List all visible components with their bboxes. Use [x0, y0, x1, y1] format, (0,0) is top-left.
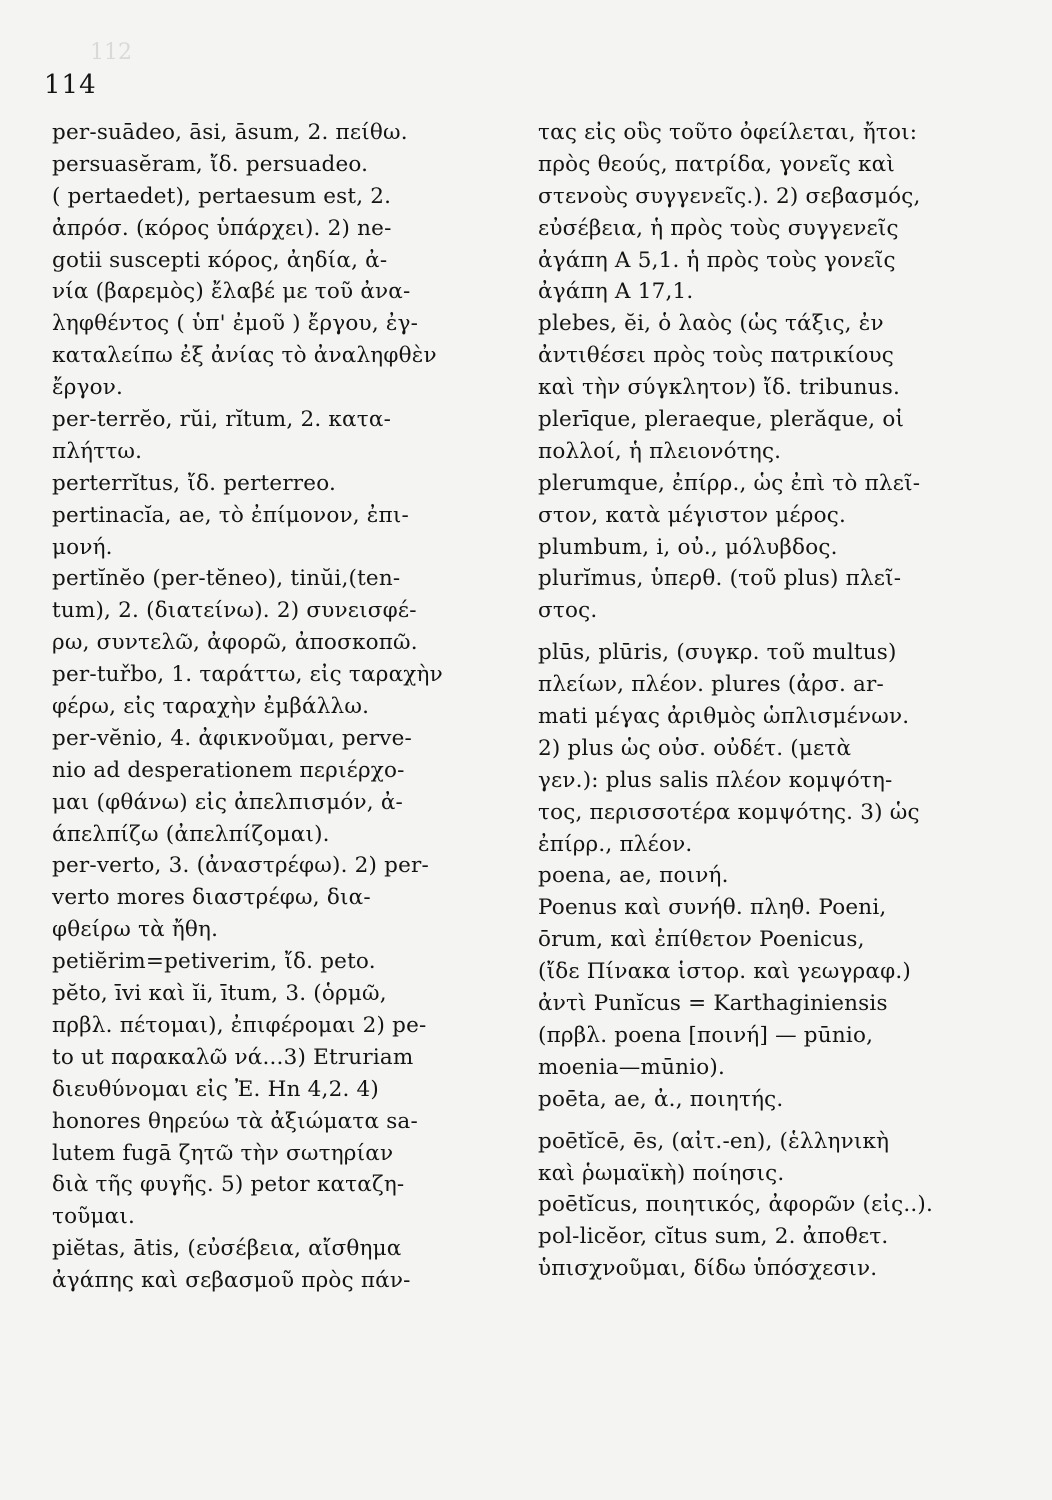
- text-line: poena, ae, ποινή.: [538, 863, 729, 889]
- text-line: pertinacĭa, ae, τὸ ἐπίμονον, ἐπι-: [52, 502, 409, 528]
- text-line: διευθύνομαι εἰς Ἐ. Hn 4,2. 4): [52, 1076, 379, 1102]
- text-line: στος.: [538, 598, 598, 624]
- text-line: πολλοί, ἡ πλειονότης.: [538, 438, 782, 464]
- text-line: piĕtas, ātis, (εὐσέβεια, αἴσθημα: [52, 1236, 402, 1262]
- text-line: persuasĕram, ἴδ. persuadeo.: [52, 151, 369, 177]
- text-line: ὑπισχνοῦμαι, δίδω ὑπόσχεσιν.: [538, 1256, 878, 1282]
- text-line: lutem fugā ζητῶ τὴν σωτηρίαν: [52, 1140, 394, 1166]
- text-line: petiĕrim=petiverim, ἴδ. peto.: [52, 949, 376, 975]
- text-line: ἀπρόσ. (κόρος ὑπάρχει). 2) ne-: [52, 215, 392, 241]
- text-line: nio ad desperationem περιέρχο-: [52, 757, 405, 783]
- right-column: [538, 117, 978, 1285]
- text-line: άπελπίζω (ἀπελπίζομαι).: [52, 821, 330, 847]
- text-line: poēta, ae, ἀ., ποιητής.: [538, 1086, 784, 1112]
- text-line: διὰ τῆς φυγῆς. 5) petor καταζη-: [52, 1172, 405, 1198]
- text-line: plerumque, ἐπίρρ., ὡς ἐπὶ τὸ πλεῖ-: [538, 470, 921, 496]
- text-line: πλείων, πλέον. plures (ἀρσ. ar-: [538, 672, 884, 698]
- text-line: ἀγάπη A 5,1. ἡ πρὸς τοὺς γονεῖς: [538, 247, 896, 273]
- text-line: στενοὺς συγγενεῖς.). 2) σεβασμός,: [538, 183, 921, 209]
- text-line: τοῦμαι.: [52, 1204, 136, 1230]
- text-line: νία (βαρεμὸς) ἔλαβέ με τοῦ ἀνα-: [52, 279, 411, 305]
- text-line: πρὸς θεούς, πατρίδα, γονεῖς καὶ: [538, 151, 896, 177]
- text-line: per-vĕnio, 4. ἀφικνοῦμαι, perve-: [52, 725, 412, 751]
- text-line: τας εἰς οὓς τοῦτο ὀφείλεται, ἤτοι:: [538, 120, 918, 145]
- text-line: καταλείπω ἐξ ἀνίας τὸ ἀναληφθὲν: [52, 343, 437, 369]
- text-line: ἔργον.: [52, 375, 124, 401]
- text-line: φέρω, εἰς ταραχὴν ἐμβάλλω.: [52, 694, 370, 720]
- text-line: καὶ ῥωμαϊκὴ) ποίησις.: [538, 1160, 785, 1186]
- text-line: poētĭcus, ποιητικός, ἀφορῶν (εἰς..).: [538, 1192, 934, 1218]
- text-line: per-verto, 3. (ἀναστρέφω). 2) per-: [52, 853, 429, 879]
- text-line: plūs, plūris, (συγκρ. τοῦ multus): [538, 640, 897, 666]
- entry-gap: [538, 627, 978, 637]
- text-line: plebes, ĕi, ὁ λαὸς (ὡς τάξις, ἐν: [538, 311, 884, 337]
- text-line: honores θηρεύω τὰ ἀξιώματα sa-: [52, 1108, 418, 1134]
- bleed-through-page-number: 112: [90, 40, 132, 65]
- text-line: poētĭcē, ēs, (αἰτ.-en), (ἑλληνικὴ: [538, 1128, 890, 1154]
- text-line: perterrĭtus, ἴδ. perterreo.: [52, 470, 336, 496]
- text-line: to ut παρακαλῶ νά...3) Etruriam: [52, 1044, 414, 1070]
- text-line: mati μέγας ἀριθμὸς ὡπλισμένων.: [538, 704, 910, 730]
- text-line: πρβλ. πέτομαι), ἐπιφέρομαι 2) pe-: [52, 1012, 427, 1038]
- text-line: gotii suscepti κόρος, ἀηδία, ἀ-: [52, 247, 388, 273]
- text-line: plerīque, pleraeque, plerăque, οἱ: [538, 407, 905, 433]
- text-line: τος, περισσοτέρα κομψότης. 3) ὡς: [538, 799, 920, 825]
- text-line: plumbum, i, οὐ., μόλυβδος.: [538, 534, 838, 560]
- text-line: φθείρω τὰ ἤθη.: [52, 917, 219, 943]
- entry-gap: [538, 1116, 978, 1126]
- text-line: (ἴδε Πίνακα ἱστορ. καὶ γεωγραφ.): [538, 959, 911, 985]
- text-line: moenia—mūnio).: [538, 1054, 726, 1080]
- text-line: ōrum, καὶ ἐπίθετον Poenicus,: [538, 927, 865, 953]
- text-line: ἀντὶ Punĭcus = Karthaginiensis: [538, 991, 888, 1017]
- text-line: pĕto, īvi καὶ ĭi, ītum, 3. (ὁρμῶ,: [52, 981, 387, 1007]
- text-line: pertĭnĕo (per-tĕneo), tinŭi,(ten-: [52, 566, 401, 592]
- text-line: ἀγάπης καὶ σεβασμοῦ πρὸς πάν-: [52, 1268, 411, 1294]
- text-line: 2) plus ὡς οὐσ. οὐδέτ. (μετὰ: [538, 735, 852, 761]
- text-line: ἀγάπη A 17,1.: [538, 279, 694, 305]
- text-line: per-suādeo, āsi, āsum, 2. πείθω.: [52, 120, 408, 145]
- text-line: ( pertaedet), pertaesum est, 2.: [52, 183, 392, 209]
- text-line: (πρβλ. poena [ποινή] — pūnio,: [538, 1022, 874, 1048]
- text-line: πλήττω.: [52, 438, 143, 464]
- text-line: ἐπίρρ., πλέον.: [538, 831, 693, 857]
- text-line: plurĭmus, ὑπερθ. (τοῦ plus) πλεῖ-: [538, 566, 902, 592]
- text-line: ἀντιθέσει πρὸς τοὺς πατρικίους: [538, 343, 894, 369]
- text-line: καὶ τὴν σύγκλητον) ἴδ. tribunus.: [538, 375, 900, 401]
- text-line: μαι (φθάνω) εἰς ἀπελπισμόν, ἀ-: [52, 789, 404, 815]
- text-line: per-terrĕo, rŭi, rĭtum, 2. κατα-: [52, 407, 392, 433]
- page-number: 114: [44, 70, 97, 100]
- left-column: [52, 117, 484, 1297]
- text-line: μονή.: [52, 534, 113, 560]
- text-line: γεν.): plus salis πλέον κομψότη-: [538, 767, 893, 793]
- text-line: pol-licĕor, cĭtus sum, 2. ἀποθετ.: [538, 1224, 889, 1250]
- text-line: per-tuřbo, 1. ταράττω, εἰς ταραχὴν: [52, 662, 443, 688]
- text-line: ρω, συντελῶ, ἀφορῶ, ἀποσκοπῶ.: [52, 630, 418, 656]
- text-line: εὐσέβεια, ἡ πρὸς τοὺς συγγενεῖς: [538, 215, 899, 241]
- text-line: Poenus καὶ συνήθ. πληθ. Poeni,: [538, 895, 887, 921]
- text-line: στον, κατὰ μέγιστον μέρος.: [538, 502, 847, 528]
- text-line: verto mores διαστρέφω, δια-: [52, 885, 371, 911]
- text-line: ληφθέντος ( ὑπ' ἐμοῦ ) ἔργου, ἐγ-: [52, 311, 419, 337]
- text-line: tum), 2. (διατείνω). 2) συνεισφέ-: [52, 598, 417, 624]
